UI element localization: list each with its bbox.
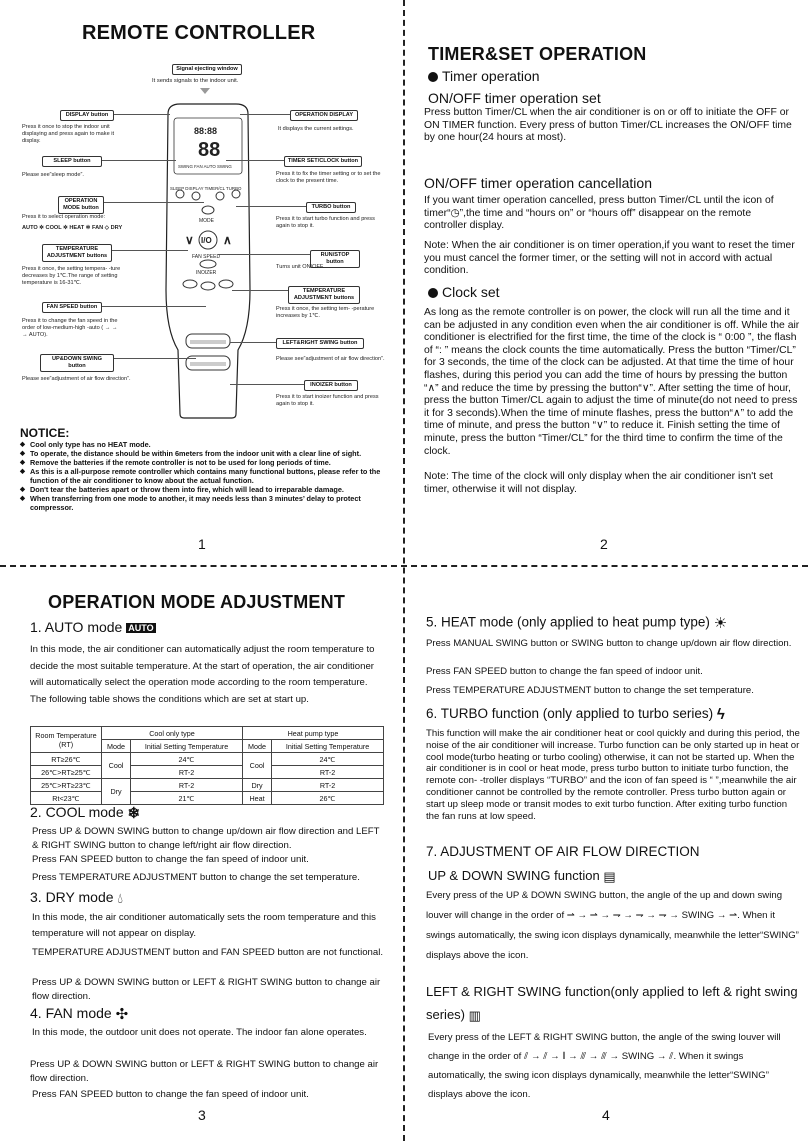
auto-mode-table — [30, 726, 384, 805]
table-row — [31, 779, 384, 792]
vertical-divider — [403, 0, 405, 1141]
table-cell: RT-2 — [272, 766, 384, 779]
table-header: Cool only type — [102, 727, 243, 740]
lr-swing-word: SWING — [621, 1051, 655, 1062]
auto-heading-text: 1. AUTO mode — [30, 619, 123, 635]
connector — [218, 254, 310, 255]
table-cell: Cool — [242, 753, 271, 779]
temp-adjust-right-box: TEMPERATURE ADJUSTMENT buttons — [288, 286, 360, 304]
connector — [230, 342, 276, 343]
table-cell: Dry — [102, 779, 131, 805]
page-title: REMOTE CONTROLLER — [82, 22, 316, 44]
table-cell: Dry — [242, 779, 271, 792]
table-header: Mode — [102, 740, 131, 753]
onoff-label: I/O — [201, 236, 212, 245]
page-title: TIMER&SET OPERATION — [428, 44, 647, 64]
connector — [102, 160, 176, 161]
signal-desc: It sends signals to the indoor unit. — [152, 78, 239, 84]
updown-text-b: . When it swings automatically, the swing icon displays dynamically, meanwhile the letter“SWING” displays above the icon. — [426, 910, 799, 961]
connector — [104, 202, 204, 203]
cancel-text: If you want timer operation cancelled, press button Timer/CL until the icon of timer“◷”,the time and “hours on” or “hours off” disappear on the remote controller display. — [424, 195, 774, 232]
louver-sequence-icon: ⇀ → ⇀ → ⇁ → ⇁ → ⇁ → — [566, 910, 682, 921]
cool-heading-text: 2. COOL mode — [30, 804, 124, 820]
auto-text: In this mode, the air conditioner can automatically adjust the room temperature to decide the most suitable temperature. At the start of operation, the air conditioner will automatically select the operation mode according to the room temperature. The following table shows the conditions which are set at start up. — [30, 644, 375, 705]
airflow-heading: 7. ADJUSTMENT OF AIR FLOW DIRECTION — [426, 844, 700, 859]
connector — [232, 290, 288, 291]
signal-box: Signal ejecting window — [172, 64, 242, 75]
heat-line: Press FAN SPEED button to change the fan speed of indoor unit. — [426, 666, 703, 677]
updown-swing-desc: Please see“adjustment of air flow direction”. — [22, 376, 131, 382]
table-cell: 26℃>RT≥25℃ — [31, 766, 102, 779]
remote-controller — [158, 100, 258, 420]
page-4 — [412, 570, 804, 1141]
lr-louver-icon: ▥ — [468, 1008, 481, 1024]
updown-text — [426, 886, 800, 966]
table-cell: Cool — [102, 753, 131, 779]
timer-set-box: TIMER SET/CLOCK button — [284, 156, 362, 167]
clock-heading — [428, 284, 500, 300]
table-header: Initial Setting Temperature — [272, 740, 384, 753]
fan-line: In this mode, the outdoor unit does not operate. The indoor fan alone operates. — [32, 1027, 367, 1038]
onoff-set-heading: ON/OFF timer operation set — [428, 90, 601, 106]
table-cell: 24℃ — [131, 753, 243, 766]
dry-heading — [30, 889, 123, 907]
table-row — [31, 753, 384, 766]
sun-icon: ☀ — [713, 615, 728, 632]
inoizer-desc: Press it to start inoizer function and press again to stop it. — [276, 394, 379, 407]
updown-heading — [428, 868, 614, 885]
heat-heading — [426, 614, 727, 632]
connector — [230, 384, 304, 385]
dry-line: TEMPERATURE ADJUSTMENT button and FAN SPEED button are not functional. — [32, 947, 384, 958]
table-header: Room Temperature (RT) — [31, 727, 102, 753]
cool-line: Press FAN SPEED button to change the fan speed of indoor unit. — [32, 854, 309, 865]
table-cell: 26℃ — [272, 792, 384, 805]
temp-adjust-left-desc: Press it once, the setting tempera- -ture decreases by 1℃.The range of setting temperature is 16-31℃. — [22, 266, 121, 286]
lcd-row: SWING FAN AUTO SWING — [178, 164, 232, 169]
heat-heading-text: 5. HEAT mode (only applied to heat pump type) — [426, 614, 710, 630]
lr-swing-box: LEFT&RIGHT SWING button — [276, 338, 364, 349]
table-cell: 24℃ — [272, 753, 384, 766]
table-header: Heat pump type — [242, 727, 383, 740]
updown-louver-icon: ▤ — [603, 868, 614, 884]
horizontal-divider — [0, 565, 808, 567]
turbo-desc: Press it to start turbo function and press again to stop it. — [276, 216, 375, 229]
operation-mode-desc: Press it to select operation mode: — [22, 214, 106, 220]
button-row-label: SLEEP DISPLAY TIMER/CL TURBO — [170, 186, 242, 191]
lr-text-a: Every press of the LEFT & RIGHT SWING button, the angle of the swing louver will change in the order of — [428, 1032, 781, 1062]
lr-text-b: . When it swings automatically, the swing icon displays dynamically, meanwhile the letter“SWING” displays above the icon. — [428, 1051, 769, 1100]
table-row — [31, 792, 384, 805]
temp-adjust-left-box: TEMPERATURE ADJUSTMENT buttons — [42, 244, 112, 262]
onoff-set-text: Press button Timer/CL when the air conditioner is on or off to initiate the OFF or ON TIMER function. Every press of button Timer/CL increases the ON/OFF time by one hour(24 hours at most). — [424, 107, 792, 144]
clock-text: As long as the remote controller is on power, the clock will run all the time and it can be adjusted in any condition even when the air conditioner is off. While the air conditioner is electrified for the first time, the time of the clock is “ 0:00 ”, the flash of “: ” means the clock counts the time automatically. Press the button “Timer/CL” for 3 seconds, the time of the clock can be adjusted. At that time the time of hour flashes, during this period you can add the time of hours by pressing the button “∧” and reduce the time by pressing the button“∨”. After setting the time of hour, press the button Timer/CL again to adjust the time of minute(do not need to press it for 3 seconds).When the time of minute flashes, press the button“∧” to add the time of minute, and press the button “∨” to reduce it. Finish setting the time of minute, press the button “Timer/CL” for the third time to confirm the time of the clock. — [424, 307, 800, 457]
turbo-heading — [426, 706, 725, 723]
lr-text — [428, 1028, 802, 1104]
bullet-icon — [428, 288, 438, 298]
connector — [240, 114, 290, 115]
inoizer-label: INOIZER — [196, 270, 217, 276]
temp-up-arrow: ∧ — [223, 233, 232, 247]
cancel-heading: ON/OFF timer operation cancellation — [424, 175, 652, 191]
lr-sequence-icon: ⫽ → ⫽ → ∥ → ⫻ → ⫻ → — [524, 1051, 622, 1062]
snowflake-icon: ❄ — [127, 805, 141, 823]
table-cell: Heat — [242, 792, 271, 805]
lr-heading-text: LEFT & RIGHT SWING function(only applied to left & right swing series) — [426, 984, 798, 1022]
heat-line: Press MANUAL SWING button or SWING button to change up/down air flow direction. — [426, 638, 792, 649]
table-row — [31, 766, 384, 779]
updown-heading-text: UP & DOWN SWING function — [428, 868, 600, 883]
fan-heading — [30, 1005, 128, 1023]
lr-return-icon: → ⫽ — [656, 1051, 674, 1062]
notice-list — [20, 440, 396, 512]
turbo-box: TURBO button — [306, 202, 356, 213]
heat-line: Press TEMPERATURE ADJUSTMENT button to change the set temperature. — [426, 685, 754, 696]
page-number: 2 — [600, 536, 608, 552]
dry-heading-text: 3. DRY mode — [30, 889, 114, 905]
updown-swing-word: SWING — [681, 910, 715, 921]
fan-icon: ✣ — [115, 1006, 129, 1024]
table-cell: Rt<23℃ — [31, 792, 102, 805]
table-header: Initial Setting Temperature — [131, 740, 243, 753]
operation-display-desc: It displays the current settings. — [278, 126, 354, 132]
list-item: ◆ When transferring from one mode to another, it may needs less than 3 minutes’ delay to protect compressor. — [20, 494, 396, 512]
connector — [236, 206, 306, 207]
table-cell: RT-2 — [131, 779, 243, 792]
run-stop-desc: Turns unit ON/OFF. — [276, 264, 325, 270]
table-cell: RT-2 — [131, 766, 243, 779]
notice-title: NOTICE: — [20, 426, 70, 440]
table-header: Mode — [242, 740, 271, 753]
sleep-button-desc: Please see“sleep mode”. — [22, 172, 84, 178]
timer-heading-text: Timer operation — [442, 68, 540, 84]
cool-line: Press TEMPERATURE ADJUSTMENT button to change the set temperature. — [32, 872, 360, 883]
run-stop-box: RUN/STOP button — [310, 250, 360, 268]
list-item: ◆ Cool only type has no HEAT mode. — [20, 440, 396, 449]
temp-down-arrow: ∨ — [185, 233, 194, 247]
fan-heading-text: 4. FAN mode — [30, 1005, 112, 1021]
timer-heading — [428, 68, 540, 84]
operation-display-box: OPERATION DISPLAY — [290, 110, 358, 121]
louver-return-icon: → ⇀ — [716, 910, 738, 921]
connector — [114, 358, 196, 359]
note-2: Note: The time of the clock will only display when the air conditioner isn't set timer, otherwise it will not display. — [424, 471, 773, 495]
display-button-desc: Press it once to stop the indoor unit displaying and press again to make it display. — [22, 124, 115, 144]
lightning-icon: ϟ — [716, 706, 725, 723]
page-number: 4 — [602, 1107, 610, 1123]
note-1: Note: When the air conditioner is on timer operation,if you want to reset the timer you must cancel the former timer, or the setting will not in accord with actual condition. — [424, 240, 795, 277]
timer-set-desc: Press it to fix the timer setting or to set the clock to the present time. — [276, 171, 381, 184]
cool-heading — [30, 804, 140, 822]
updown-text-a: Every press of the UP & DOWN SWING button, the angle of the up and down swing louver will change in the order of — [426, 890, 783, 921]
turbo-heading-text: 6. TURBO function (only applied to turbo series) — [426, 706, 714, 722]
page-number: 3 — [198, 1107, 206, 1123]
inoizer-box: INOIZER button — [304, 380, 358, 391]
lcd-small-digits: 88:88 — [194, 126, 218, 136]
list-item: ◆ Don't tear the batteries apart or throw them into fire, which will lead to irreparable damage. — [20, 485, 396, 494]
page-3 — [0, 570, 402, 1141]
list-item: ◆ Remove the batteries if the remote controller is not to be used for long periods of time. — [20, 458, 396, 467]
bullet-icon — [428, 72, 438, 82]
dry-line: In this mode, the air conditioner automatically sets the room temperature and this temperature will not appear on display. — [32, 912, 376, 939]
table-cell: RT≥26℃ — [31, 753, 102, 766]
mode-sequence: AUTO ✲ COOL ✲ HEAT ✲ FAN ◇ DRY — [22, 225, 123, 231]
updown-swing-box: UP&DOWN SWING button — [40, 354, 114, 372]
lr-heading — [426, 980, 802, 1027]
turbo-text: This function will make the air conditioner heat or cool quickly and during this period, the noise of the air conditioner will increase. Turbo function can be only started up in heat or cool mode(turbo heating or turbo cooling) otherwise, it can not be started up. When the air conditioner is in cool or heat mode, press turbo button to initiate turbo function, the remote con- -troller displays “TURBO” and the icon of fan speed is “ ”,meanwhile the air conditioner cannot be controlled by the remote controller. Press turbo button again or start up sleep mode or transit modes to exit turbo function. After exiting turbo function the fan runs at low speed. — [426, 728, 800, 822]
connector — [102, 306, 206, 307]
auto-heading — [30, 619, 156, 635]
display-button-box: DISPLAY button — [60, 110, 114, 121]
list-item: ◆ As this is a all-purpose remote controller which contains many functional buttons, please refer to the function of the air conditioner to know about the actual function. — [20, 467, 396, 485]
fan-line: Press FAN SPEED button to change the fan speed of indoor unit. — [32, 1089, 309, 1100]
table-cell: 25℃>RT≥23℃ — [31, 779, 102, 792]
clock-heading-text: Clock set — [442, 284, 500, 300]
table-cell: RT-2 — [272, 779, 384, 792]
fan-line: Press UP & DOWN SWING button or LEFT & RIGHT SWING button to change air flow direction. — [30, 1059, 379, 1084]
cool-line: Press UP & DOWN SWING button to change up/down air flow direction and LEFT & RIGHT SWING button to change left/right air flow direction. — [32, 826, 380, 851]
temp-adjust-right-desc: Press it once, the setting tem- -perature increases by 1℃. — [276, 306, 375, 319]
connector — [114, 114, 170, 115]
list-item: ◆ To operate, the distance should be within 6meters from the indoor unit with a clear line of sight. — [20, 449, 396, 458]
fan-speed-box: FAN SPEED button — [42, 302, 102, 313]
operation-mode-box: OPERATION MODE button — [58, 196, 104, 214]
lcd-digits: 88 — [198, 139, 221, 161]
page-2 — [412, 0, 802, 562]
mode-label: MODE — [199, 218, 214, 224]
table-cell: 21℃ — [131, 792, 243, 805]
fan-speed-desc: Press it to change the fan speed in the order of low-medium-high -auto ( → → → AUTO). — [22, 318, 118, 338]
page-1 — [0, 0, 402, 562]
auto-icon: AUTO — [128, 623, 154, 634]
signal-arrow-icon — [200, 88, 210, 94]
connector — [112, 250, 188, 251]
sleep-button-box: SLEEP button — [42, 156, 102, 167]
droplet-icon: 💧︎ — [117, 889, 124, 906]
lr-swing-desc: Please see“adjustment of air flow direction”. — [276, 356, 385, 362]
dry-line: Press UP & DOWN SWING button or LEFT & RIGHT SWING button to change air flow direction. — [32, 977, 381, 1002]
page-number: 1 — [198, 536, 206, 552]
page-title: OPERATION MODE ADJUSTMENT — [48, 592, 346, 612]
fan-speed-label: FAN SPEED — [192, 254, 221, 260]
connector — [226, 160, 284, 161]
